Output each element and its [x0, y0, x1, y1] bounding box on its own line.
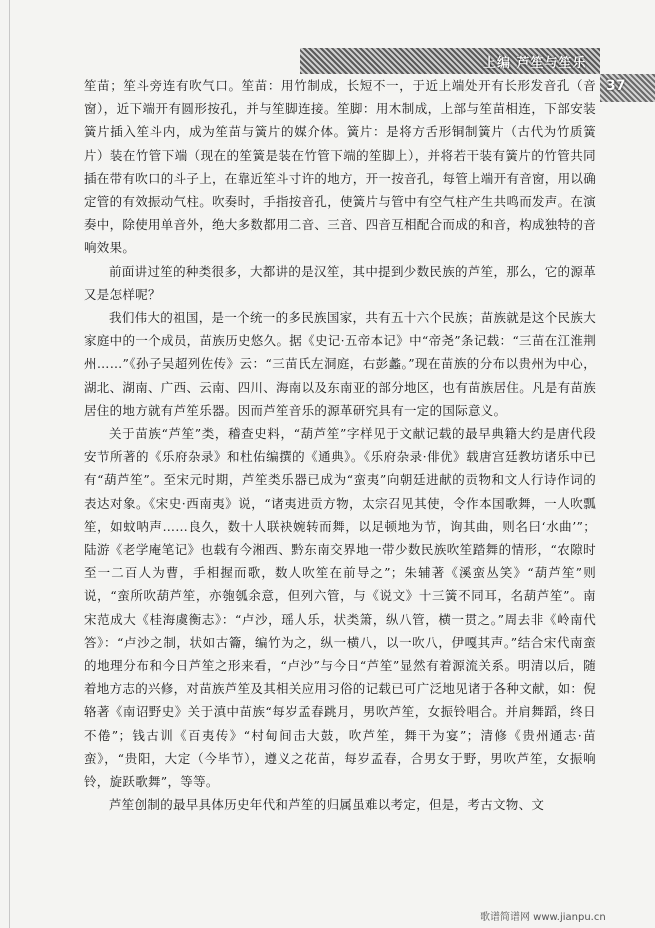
body-text: [84, 74, 596, 817]
running-header-title: 上编 芦笙与笙乐: [483, 56, 587, 71]
site-watermark: 歌谱简谱网 www.jianpu.cn: [480, 912, 606, 923]
paragraph-4: 关于苗族“芦笙”类，稽查史料，“葫芦笙”字样见于文献记载的最早典籍大约是唐代段安节所著的《乐府杂录》和杜佑编撰的《通典》。《乐府杂录·俳优》载唐宫廷教坊诸乐中已有“葫芦笙”。至宋元时期，芦笙类乐器已成为“蛮夷”向朝廷进献的贡物和文人行诗作词的表达对象。《宋史·西南夷》说，“诸夷进贡方物，太宗召见其使，令作本国歌舞，一人吹瓢笙，如蚊呐声……良久，数十人联袂婉转而舞，以足顿地为节，询其曲，则名曰‘水曲’”；陆游《老学庵笔记》也载有今湘西、黔东南交界地一带少数民族吹笙踏舞的情形，“农隙时至一二百人为曹，手相握而歌，数人吹笙在前导之”；朱辅著《溪蛮丛笑》“葫芦笙”则说，“蛮所吹葫芦笙，亦匏瓠余意，但列六管，与《说文》十三簧不同耳，名葫芦笙”。南宋范成大《桂海虞衡志》：“卢沙，瑶人乐，状类箫，纵八管，横一贯之。”周去非《岭南代答》：“卢沙之制，状如古籥，编竹为之，纵一横八，以一吹八，伊嘎其声。”结合宋代南蛮的地理分布和今日芦笙之形来看，“卢沙”与今日“芦笙”显然有着源流关系。明清以后，随着地方志的兴修，对苗族芦笙及其相关应用习俗的记载已可广泛地见诸于各种文献，如：倪辂著《南诏野史》关于滇中苗族“每岁孟春跳月，男吹芦笙，女振铃唱合。并肩舞蹈，终日不倦”；钱古训《百夷传》“村甸间击大鼓，吹芦笙，舞干为宴”；清修《贵州通志·苗蛮》，“贵阳，大定（今毕节），遵义之花苗，每岁孟春，合男女于野，男吹芦笙，女振响铃，旋跃歌舞”，等等。: [84, 426, 597, 790]
page-number: 37: [606, 78, 626, 94]
paragraph-1: 笙苗；笙斗旁连有吹气口。笙苗：用竹制成，长短不一，于近上端处开有长形发音孔（音窗），近下端开有圆形按孔，并与笙脚连接。笙脚：用木制成，上部与笙苗相连，下部安装簧片插入笙斗内，成为笙苗与簧片的媒介体。簧片：是将方舌形铜制簧片（古代为竹质簧片）装在竹管下端（现在的笙簧是装在竹管下端的笙脚上），并将若干装有簧片的竹管共同插在带有吹口的斗子上，在靠近笙斗寸许的地方，开一按音孔，每管上端开有音窗，用以确定管的有效振动气柱。吹奏时，手指按音孔，使簧片与管中有空气柱产生共鸣而发声。在演奏中，除使用单音外，绝大多数都用二音、三音、四音互相配合而成的和音，构成独特的音响效果。: [84, 78, 597, 256]
paragraph-3: 我们伟大的祖国，是一个统一的多民族国家，共有五十六个民族；苗族就是这个民族大家庭中的一个成员，苗族历史悠久。据《史记·五帝本记》中“帝尧”条记载：“三苗在江淮荆州……”《孙子吴超列佐传》云：“三苗氏左洞庭，右彭蠡。”现在苗族的分布以贵州为中心，湖北、湖南、广西、云南、四川、海南以及东南亚的部分地区，也有苗族居住。凡是有苗族居住的地方就有芦笙乐器。因而芦笙音乐的源革研究具有一定的国际意义。: [84, 310, 597, 418]
paragraph-2: 前面讲过笙的种类很多，大都讲的是汉笙，其中提到少数民族的芦笙，那么，它的源革又是怎样呢？: [84, 263, 596, 302]
paragraph-5: 芦笙创制的最早具体历史年代和芦笙的归属虽难以考定，但是，考古文物、文: [109, 797, 545, 813]
page-gutter-line: [9, 0, 10, 928]
